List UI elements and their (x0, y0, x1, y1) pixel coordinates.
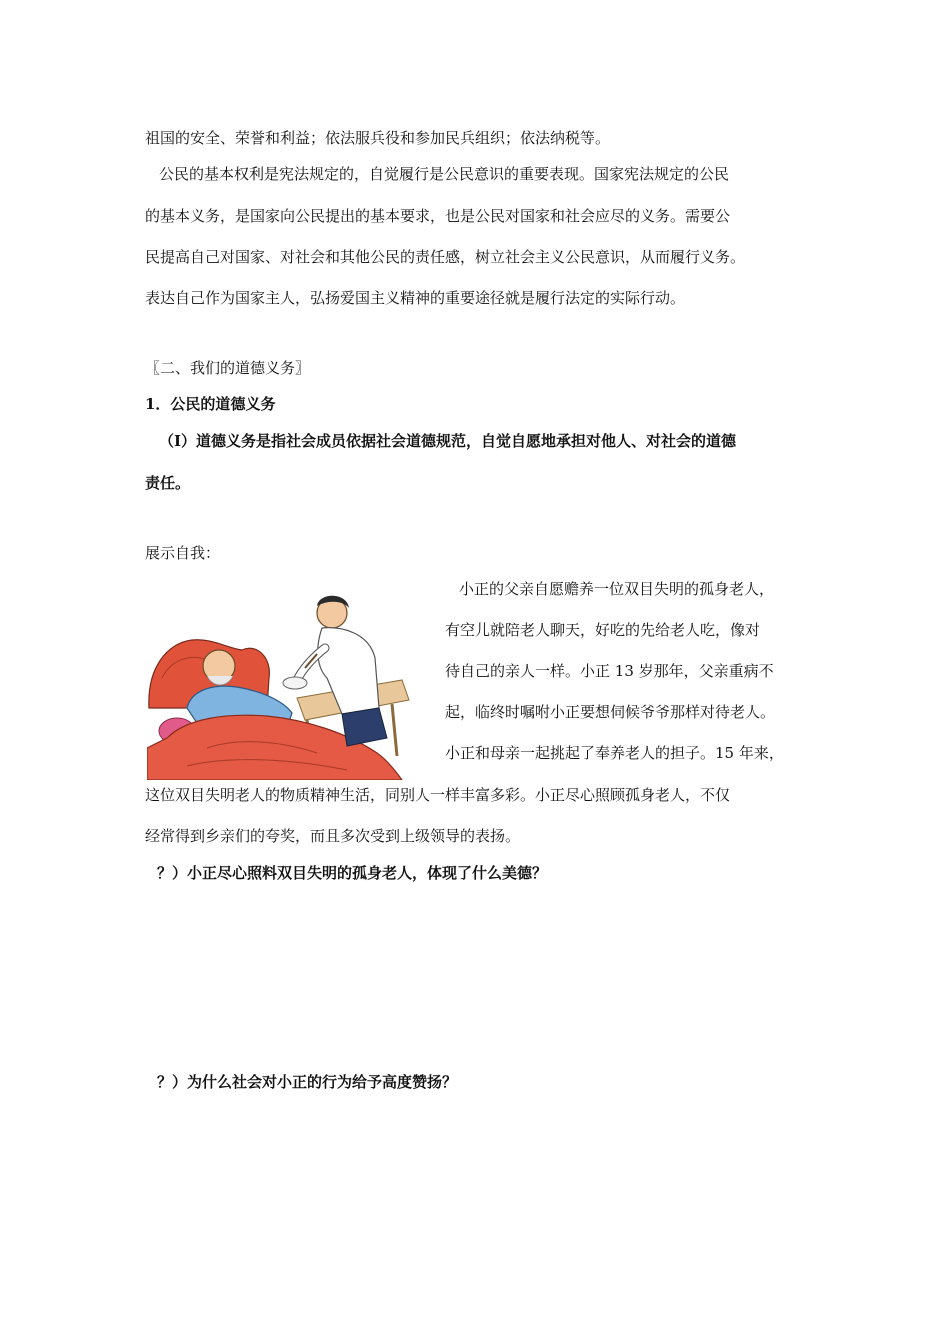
story-line5: 小正和母亲一起挑起了奉养老人的担子。15 年来， (445, 744, 784, 762)
paragraph2-line1: 公民的基本权利是宪法规定的，自觉履行是公民意识的重要表现。国家宪法规定的公民 (159, 165, 730, 183)
story-line1: 小正的父亲自愿赡养一位双目失明的孤身老人， (459, 580, 775, 598)
definition-line1: （I）道德义务是指社会成员依据社会道德规范，自觉自愿地承担对他人、对社会的道德 (159, 432, 737, 450)
question-2: ？）为什么社会对小正的行为给予高度赞扬？ (157, 1073, 458, 1091)
story-line6: 这位双目失明老人的物质精神生活，同别人一样丰富多彩。小正尽心照顾孤身老人，不仅 (145, 786, 731, 804)
story-line4: 起，临终时嘱咐小正要想伺候爷爷那样对待老人。 (445, 703, 776, 721)
illustration-caregiving (147, 588, 420, 780)
paragraph2-line2: 的基本义务，是国家向公民提出的基本要求，也是公民对国家和社会应尽的义务。需要公 (145, 207, 731, 225)
paragraph2-line4: 表达自己作为国家主人，弘扬爱国主义精神的重要途径就是履行法定的实际行动。 (145, 289, 686, 307)
definition-line2: 责任。 (145, 474, 191, 492)
story-line7: 经常得到乡亲们的夸奖，而且多次受到上级领导的表扬。 (145, 827, 521, 845)
paragraph2-line3: 民提高自己对国家、对社会和其他公民的责任感，树立社会主义公民意识，从而履行义务。 (145, 248, 746, 266)
story-line3: 待自己的亲人一样。小正 13 岁那年，父亲重病不 (445, 662, 774, 680)
story-line2: 有空儿就陪老人聊天，好吃的先给老人吃，像对 (445, 621, 761, 639)
show-label: 展示自我： (145, 544, 221, 562)
paragraph1-line1: 祖国的安全、荣誉和利益；依法服兵役和参加民兵组织；依法纳税等。 (145, 129, 611, 147)
question-1: ？）小正尽心照料双目失明的孤身老人，体现了什么美德？ (157, 864, 548, 882)
subheading: 1．公民的道德义务 (145, 395, 276, 413)
caregiving-picture (147, 588, 420, 780)
section-heading: 〖二、我们的道德义务〗 (145, 359, 311, 377)
